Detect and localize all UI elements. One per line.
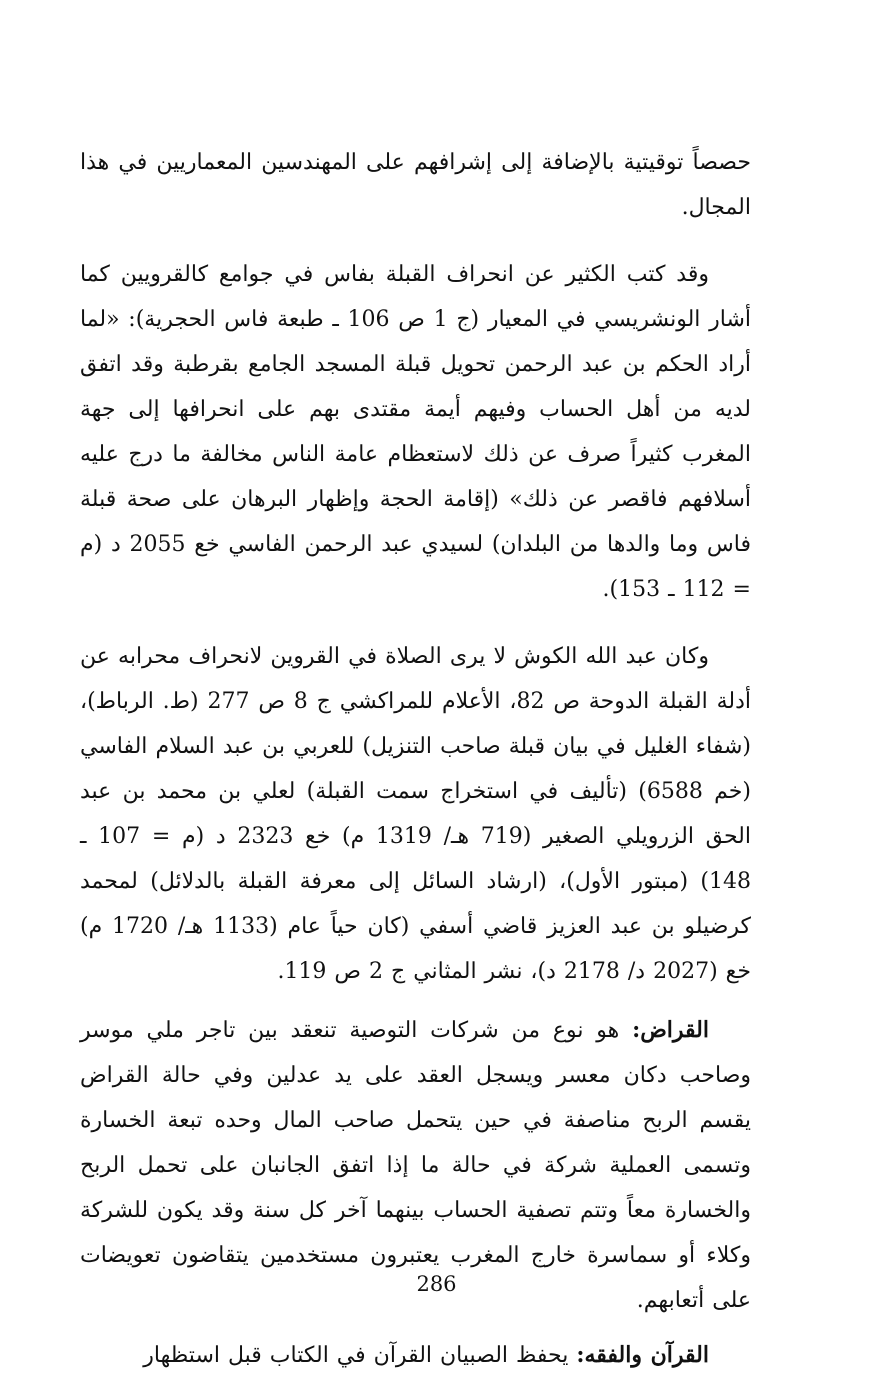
document-page — [80, 140, 751, 1383]
paragraph-5-quran-fiqh — [80, 1333, 751, 1378]
paragraph-3-al-kawsh — [80, 634, 751, 994]
paragraph-2-qibla-fes — [80, 252, 751, 612]
paragraph-1 — [80, 140, 751, 230]
page-number: 286 — [416, 1272, 457, 1296]
paragraph-4-text: هو نوع من شركات التوصية تنعقد بين تاجر ملي موسر وصاحب دكان معسر ويسجل العقد على يد عدلين وفي حالة القراض يقسم الربح مناصفة في حين يتحمل صاحب المال وحده تبعة الخسارة وتسمى العملية شركة في حالة ما إذا اتفق الجانبان على تحمل الربح والخسارة معاً وتتم تصفية الحساب بينهما آخر كل سنة وقد يكون للشركة وكلاء أو سماسرة خارج المغرب يعتبرون مستخدمين يتقاضون تعويضات على أتعابهم. — [80, 1018, 751, 1313]
paragraph-1-text: حصصاً توقيتية بالإضافة إلى إشرافهم على المهندسين المعماريين في هذا المجال. — [80, 150, 751, 220]
paragraph-4-term: القراض: — [632, 1017, 709, 1043]
paragraph-5-text: يحفظ الصبيان القرآن في الكتاب قبل استظهار — [143, 1343, 569, 1368]
paragraph-3-text: وكان عبد الله الكوش لا يرى الصلاة في القروين لانحراف محرابه عن أدلة القبلة الدوحة ص 82، الأعلام للمراكشي ج 8 ص 277 (ط. الرباط)، (شفاء الغليل في بيان قبلة صاحب التنزيل) للعربي بن عبد السلام الفاسي (خم 6588) (تأليف في استخراج سمت القبلة) لعلي بن محمد بن عبد الحق الزرويلي الصغير (719 هـ/ 1319 م) خع 2323 د (م = 107 ـ 148) (مبتور الأول)، (ارشاد السائل إلى معرفة القبلة بالدلائل) لمحمد كرضيلو بن عبد العزيز قاضي أسفي (كان حياً عام (1133 هـ/ 1720 م) خع (2027 د/ 2178 د)، نشر المثاني ج 2 ص 119. — [80, 644, 752, 984]
paragraph-2-text: وقد كتب الكثير عن انحراف القبلة بفاس في جوامع كالقرويين كما أشار الونشريسي في المعيار (ج 1 ص 106 ـ طبعة فاس الحجرية): «لما أراد الحكم بن عبد الرحمن تحويل قبلة المسجد الجامع بقرطبة وقد اتفق لديه من أهل الحساب وفيهم أيمة مقتدى بهم على انحرافها إلى جهة المغرب كثيراً صرف عن ذلك لاستعظام عامة الناس مخالفة ما درج عليه أسلافهم فاقصر عن ذلك» (إقامة الحجة وإظهار البرهان على صحة قبلة فاس وما والدها من البلدان) لسيدي عبد الرحمن الفاسي خع 2055 د (م = 112 ـ 153). — [80, 262, 751, 602]
paragraph-5-term: القرآن والفقه: — [576, 1342, 709, 1368]
